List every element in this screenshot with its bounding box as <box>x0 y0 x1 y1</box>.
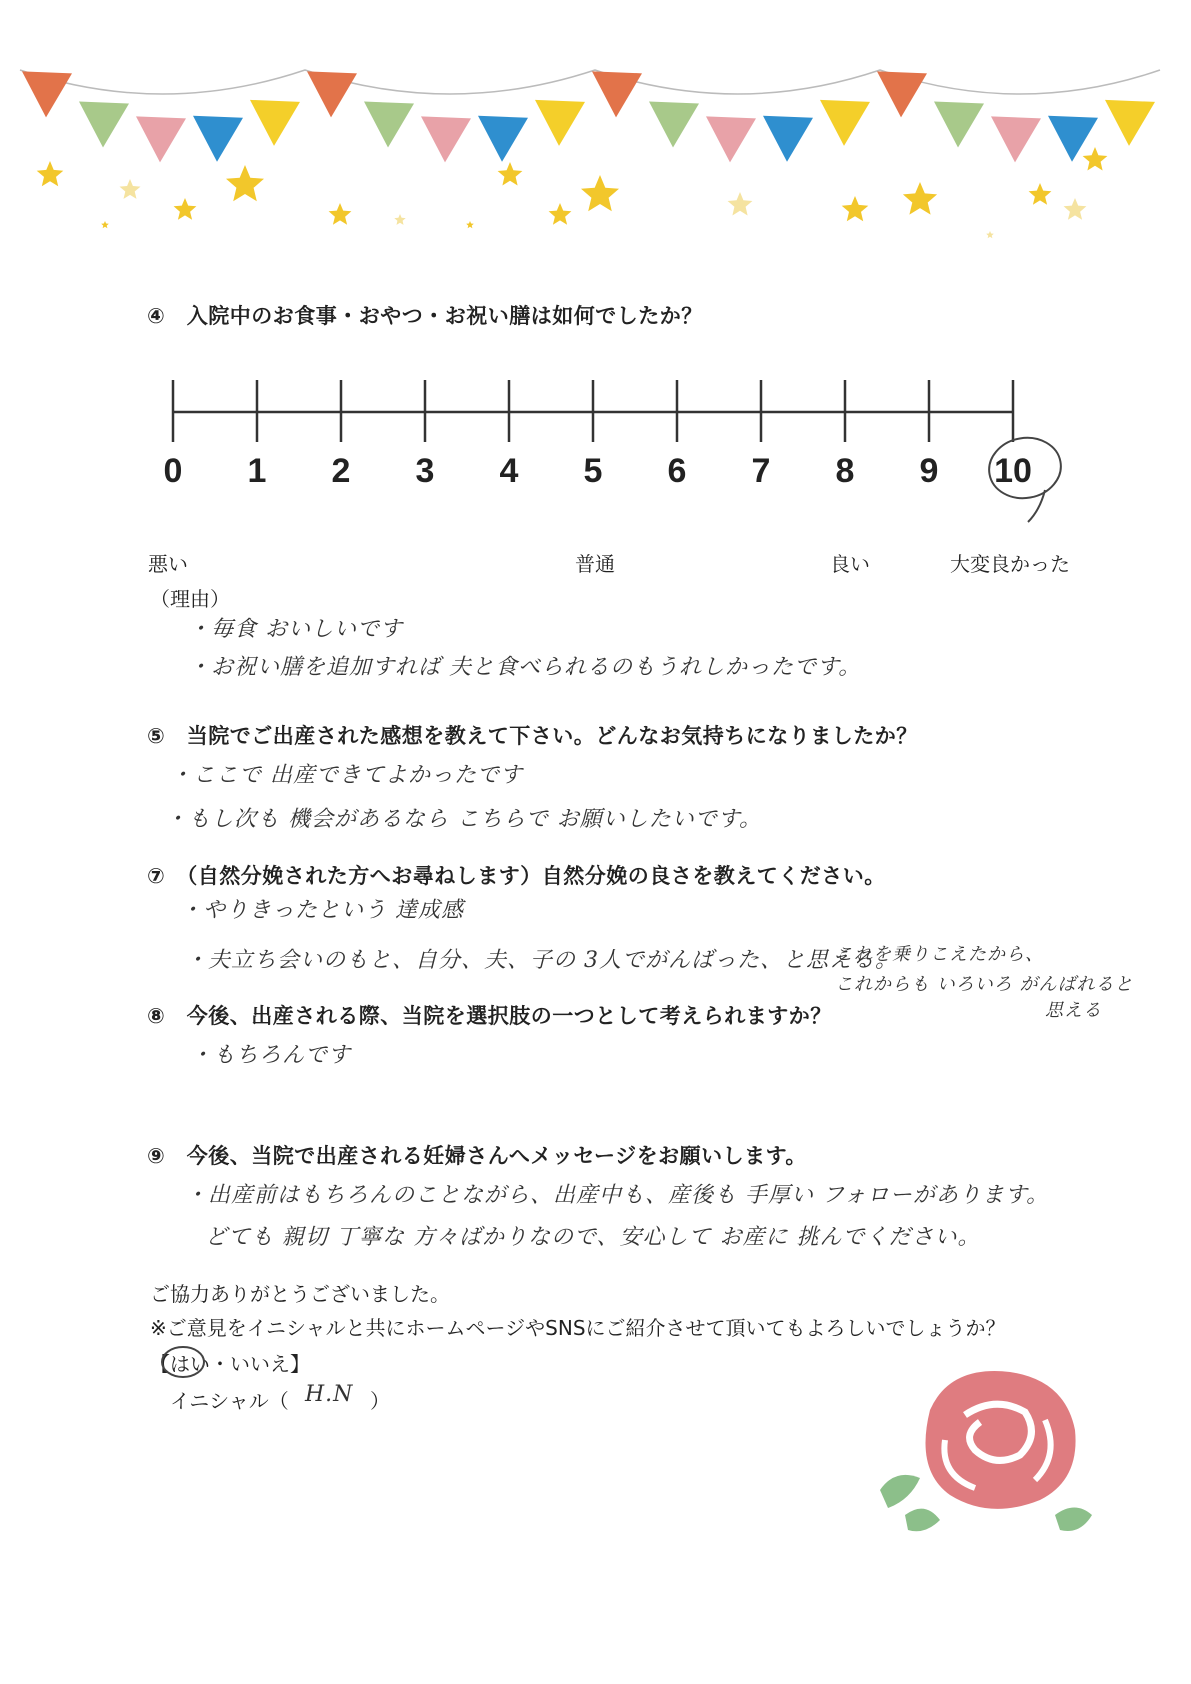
star-decoration <box>581 175 619 211</box>
star-decoration <box>329 203 352 225</box>
bunting-flag <box>22 71 72 117</box>
bunting-flag <box>763 116 813 162</box>
q7-answer-2: ・夫立ち会いのもと、自分、夫、子の 3人でがんばった、と思える。 <box>185 948 898 973</box>
q8-answer-1: ・もちろんです <box>190 1043 352 1068</box>
star-decoration <box>549 203 572 225</box>
bunting-flag <box>136 116 186 162</box>
bunting-flag <box>877 71 927 117</box>
q7-side-note-2: これからも いろいろ がんばれると <box>835 974 1134 995</box>
consent-selected-circle <box>158 1343 208 1381</box>
star-decoration <box>498 162 523 186</box>
bunting-flag <box>193 116 243 162</box>
bunting-flag <box>820 100 870 146</box>
star-decoration <box>394 214 405 225</box>
bunting-flag <box>934 102 984 148</box>
scale-tick-label: 3 <box>415 452 435 490</box>
bunting-decoration <box>0 0 1191 250</box>
scale-label-good: 良い <box>830 552 870 576</box>
star-decoration <box>226 165 264 201</box>
q7-side-note-3: 思える <box>1045 1000 1102 1021</box>
question-7-label: ⑦ （自然分娩された方へお尋ねします）自然分娩の良さを教えてください。 <box>147 864 886 888</box>
star-decoration <box>903 182 937 215</box>
q5-answer-1: ・ここで 出産できてよかったです <box>170 763 523 788</box>
scale-tick-label: 2 <box>331 452 351 490</box>
q7-side-note-1: これを乗りこえたから、 <box>835 944 1044 965</box>
star-decoration <box>1064 198 1087 220</box>
q4-answer-2: ・お祝い膳を追加すれば 夫と食べられるのもうれしかったです。 <box>188 655 862 680</box>
star-decoration <box>1029 183 1052 205</box>
consent-options: 【はい・いいえ】 <box>150 1352 310 1376</box>
bunting-flag <box>307 71 357 117</box>
scale-tick-label: 1 <box>247 452 267 490</box>
star-decoration <box>37 161 64 186</box>
star-decoration <box>120 179 141 199</box>
scale-tick-label: 5 <box>583 452 603 490</box>
initial-close: ） <box>370 1389 390 1413</box>
scale-tick-label: 9 <box>919 452 939 490</box>
bunting-flag <box>364 102 414 148</box>
scale-tick-label: 0 <box>163 452 183 490</box>
scale-tick-label: 7 <box>751 452 771 490</box>
scale-tick-label: 4 <box>499 452 519 490</box>
rose-illustration <box>870 1350 1110 1560</box>
q9-answer-1: ・出産前はもちろんのことながら、出産中も、産後も 手厚い フォローがあります。 <box>185 1183 1050 1208</box>
scale-tick-label: 10 <box>994 452 1032 490</box>
scale-tick-label: 8 <box>835 452 855 490</box>
bunting-flag <box>1105 100 1155 146</box>
q9-answer-2: どても 親切 丁寧な 方々ばかりなので、安心して お産に 挑んでください。 <box>205 1225 981 1250</box>
initial-label: イニシャル（ <box>170 1389 289 1413</box>
q7-answer-1: ・やりきったという 達成感 <box>180 898 464 923</box>
bunting-flag <box>592 71 642 117</box>
scale-label-very-good: 大変良かった <box>950 552 1070 576</box>
star-decoration <box>1083 147 1108 171</box>
reason-label: （理由） <box>150 587 230 611</box>
star-decoration <box>728 192 753 216</box>
question-4-label: ④ 入院中のお食事・おやつ・お祝い膳は如何でしたか？ <box>147 304 703 328</box>
bunting-flag <box>250 100 300 146</box>
bunting-flag <box>79 102 129 148</box>
bunting-flag <box>1048 116 1098 162</box>
star-decoration <box>466 221 474 228</box>
thanks-text: ご協力ありがとうございました。 <box>150 1282 450 1306</box>
q4-answer-1: ・毎食 おいしいです <box>188 617 403 642</box>
star-decoration <box>842 196 869 221</box>
scale-tick-label: 6 <box>667 452 687 490</box>
bunting-flag <box>649 102 699 148</box>
bunting-flag <box>535 100 585 146</box>
bunting-flag <box>706 116 756 162</box>
star-decoration <box>101 221 109 228</box>
star-decoration <box>174 198 197 220</box>
star-decoration <box>986 231 994 238</box>
scale-label-normal: 普通 <box>575 552 615 576</box>
bunting-flag <box>478 116 528 162</box>
question-8-label: ⑧ 今後、出産される際、当院を選択肢の一つとして考えられますか？ <box>147 1004 832 1028</box>
consent-question: ※ご意見をイニシャルと共にホームページやSNSにご紹介させて頂いてもよろしいでしょうか？ <box>150 1316 1006 1340</box>
q5-answer-2: ・もし次も 機会があるなら こちらで お願いしたいです。 <box>165 807 763 832</box>
initial-value: H.N <box>305 1382 354 1407</box>
bunting-flag <box>421 116 471 162</box>
question-9-label: ⑨ 今後、当院で出産される妊婦さんへメッセージをお願いします。 <box>147 1144 807 1168</box>
scale-label-bad: 悪い <box>148 552 188 576</box>
bunting-flag <box>991 116 1041 162</box>
question-5-label: ⑤ 当院でご出産された感想を教えて下さい。どんなお気持ちになりましたか？ <box>147 724 918 748</box>
